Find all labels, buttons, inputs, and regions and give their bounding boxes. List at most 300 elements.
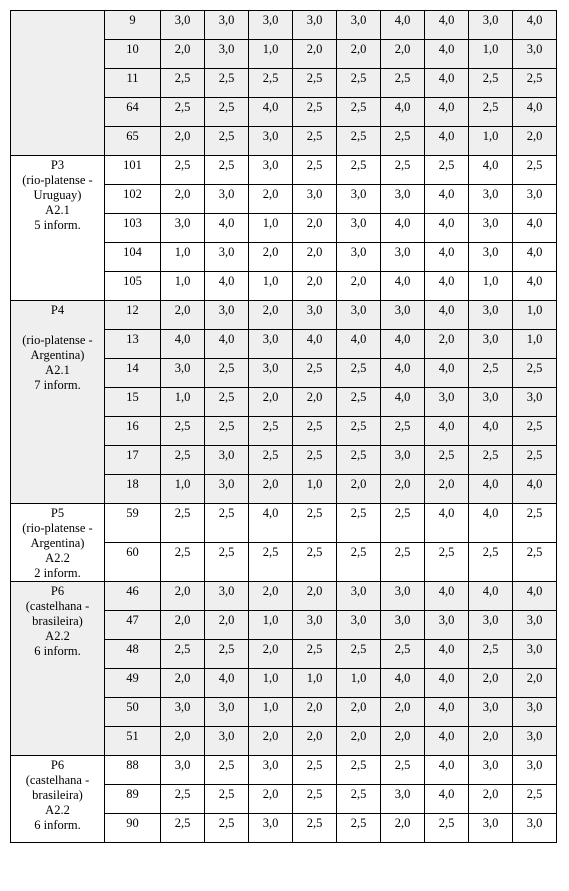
group-label-line: A2.1 [45,363,70,377]
score-cell: 2,5 [293,504,337,543]
score-cell: 2,5 [469,446,513,475]
score-cell: 2,5 [293,359,337,388]
score-cell: 3,0 [161,756,205,785]
row-number-cell: 18 [105,475,161,504]
score-cell: 2,0 [161,582,205,611]
score-cell: 3,0 [513,727,557,756]
score-cell: 2,5 [469,640,513,669]
score-cell: 4,0 [205,669,249,698]
score-cell: 3,0 [469,185,513,214]
score-cell: 2,0 [161,727,205,756]
table-row [11,301,557,330]
score-cell: 2,5 [337,785,381,814]
score-cell: 3,0 [381,243,425,272]
score-cell: 3,0 [337,185,381,214]
group-label-line: P3 [50,158,65,172]
score-cell: 2,5 [249,417,293,446]
score-cell: 2,0 [469,727,513,756]
score-cell: 2,5 [161,814,205,843]
score-cell: 1,0 [249,40,293,69]
score-cell: 2,5 [293,543,337,582]
score-cell: 3,0 [293,301,337,330]
score-cell: 2,0 [293,727,337,756]
score-cell: 2,5 [381,417,425,446]
score-cell: 4,0 [293,330,337,359]
score-cell: 3,0 [337,611,381,640]
score-cell: 2,0 [469,669,513,698]
score-cell: 3,0 [293,11,337,40]
score-cell: 4,0 [425,504,469,543]
group-label-cell [11,156,105,301]
score-cell: 4,0 [469,582,513,611]
score-cell: 4,0 [425,417,469,446]
score-cell: 4,0 [469,504,513,543]
score-cell: 3,0 [381,301,425,330]
score-cell: 3,0 [161,698,205,727]
row-number-cell: 14 [105,359,161,388]
score-cell: 3,0 [513,698,557,727]
score-cell: 2,0 [381,727,425,756]
score-cell: 4,0 [381,272,425,301]
score-cell: 3,0 [513,40,557,69]
score-cell: 4,0 [425,214,469,243]
score-cell: 2,5 [293,98,337,127]
score-cell: 2,0 [381,40,425,69]
score-cell: 1,0 [513,330,557,359]
score-cell: 2,5 [293,417,337,446]
group-label-line: brasileira) [32,614,83,628]
score-cell: 2,5 [205,127,249,156]
score-cell: 4,0 [425,640,469,669]
group-label-line: 6 inform. [34,818,81,832]
score-cell: 2,5 [337,156,381,185]
score-cell: 2,5 [337,69,381,98]
score-cell: 2,5 [205,98,249,127]
score-cell: 4,0 [425,243,469,272]
score-cell: 3,0 [205,301,249,330]
score-cell: 4,0 [381,669,425,698]
score-cell: 2,5 [337,359,381,388]
score-cell: 2,5 [293,446,337,475]
row-number-cell: 51 [105,727,161,756]
score-cell: 4,0 [425,40,469,69]
score-cell: 2,5 [381,756,425,785]
score-cell: 2,5 [381,543,425,582]
score-cell: 3,0 [513,185,557,214]
group-label-line: A2.1 [45,203,70,217]
score-cell: 2,0 [161,40,205,69]
score-cell: 4,0 [381,98,425,127]
row-number-cell: 16 [105,417,161,446]
score-cell: 2,0 [293,698,337,727]
row-number-cell: 105 [105,272,161,301]
score-cell: 4,0 [469,156,513,185]
score-cell: 2,0 [249,475,293,504]
score-cell: 3,0 [513,611,557,640]
score-cell: 2,5 [513,543,557,582]
score-cell: 2,5 [205,359,249,388]
score-cell: 1,0 [161,243,205,272]
score-cell: 2,0 [513,127,557,156]
score-cell: 4,0 [425,582,469,611]
score-cell: 4,0 [425,98,469,127]
score-cell: 3,0 [205,727,249,756]
score-cell: 1,0 [249,611,293,640]
score-cell: 3,0 [293,185,337,214]
score-cell: 4,0 [513,243,557,272]
score-cell: 3,0 [381,582,425,611]
score-cell: 2,5 [161,785,205,814]
score-cell: 2,0 [249,301,293,330]
score-cell: 3,0 [469,698,513,727]
score-cell: 2,0 [249,640,293,669]
score-cell: 2,0 [293,243,337,272]
score-cell: 3,0 [425,388,469,417]
score-cell: 4,0 [425,272,469,301]
row-number-cell: 10 [105,40,161,69]
score-cell: 2,0 [249,185,293,214]
score-cell: 2,5 [337,127,381,156]
group-label-line: P5 [50,506,65,520]
score-cell: 4,0 [469,475,513,504]
row-number-cell: 64 [105,98,161,127]
group-label-line: (castelhana - [25,773,90,787]
table-row [11,582,557,611]
scores-table [10,10,557,843]
row-number-cell: 46 [105,582,161,611]
score-cell: 1,0 [513,301,557,330]
group-label-line: brasileira) [32,788,83,802]
score-cell: 2,5 [161,446,205,475]
score-cell: 1,0 [469,40,513,69]
score-cell: 4,0 [425,698,469,727]
group-label-line: 5 inform. [34,218,81,232]
score-cell: 2,0 [249,727,293,756]
score-cell: 3,0 [161,214,205,243]
group-label-line: (rio-platense - [22,521,93,535]
row-number-cell: 9 [105,11,161,40]
score-cell: 2,5 [425,543,469,582]
score-cell: 3,0 [249,814,293,843]
score-cell: 3,0 [249,330,293,359]
score-cell: 3,0 [249,359,293,388]
score-cell: 3,0 [469,214,513,243]
score-cell: 3,0 [205,582,249,611]
score-cell: 2,0 [337,272,381,301]
score-cell: 2,5 [205,756,249,785]
score-cell: 2,0 [161,611,205,640]
row-number-cell: 17 [105,446,161,475]
score-cell: 2,5 [205,417,249,446]
score-cell: 4,0 [381,388,425,417]
score-cell: 3,0 [161,11,205,40]
score-cell: 1,0 [161,475,205,504]
score-cell: 4,0 [425,669,469,698]
score-cell: 1,0 [293,669,337,698]
group-label-line: Argentina) [30,536,85,550]
row-number-cell: 88 [105,756,161,785]
score-cell: 3,0 [469,243,513,272]
score-cell: 1,0 [161,388,205,417]
group-label-line: (rio-platense - [22,173,93,187]
score-cell: 4,0 [381,359,425,388]
score-cell: 3,0 [513,388,557,417]
score-cell: 2,0 [293,214,337,243]
score-cell: 3,0 [205,185,249,214]
score-cell: 2,0 [337,475,381,504]
score-cell: 2,0 [337,40,381,69]
score-cell: 1,0 [469,127,513,156]
group-label-line: A2.2 [45,803,70,817]
score-cell: 3,0 [469,301,513,330]
score-cell: 4,0 [249,504,293,543]
score-cell: 3,0 [425,611,469,640]
score-cell: 2,5 [469,543,513,582]
score-cell: 3,0 [337,243,381,272]
score-cell: 2,0 [161,185,205,214]
score-cell: 2,0 [469,785,513,814]
group-label-line: (rio-platense - [22,333,93,347]
score-cell: 2,5 [381,156,425,185]
score-cell: 3,0 [205,698,249,727]
group-label-line [13,318,102,333]
score-cell: 2,5 [293,156,337,185]
score-cell: 3,0 [381,785,425,814]
score-cell: 2,5 [337,388,381,417]
score-cell: 3,0 [381,446,425,475]
score-cell: 4,0 [337,330,381,359]
score-cell: 3,0 [469,814,513,843]
group-label-line: P6 [50,584,65,598]
score-cell: 2,5 [469,359,513,388]
score-cell: 2,0 [337,727,381,756]
score-cell: 2,5 [249,446,293,475]
score-cell: 2,0 [293,582,337,611]
score-cell: 4,0 [205,330,249,359]
score-cell: 2,5 [337,814,381,843]
score-cell: 1,0 [249,669,293,698]
score-cell: 4,0 [513,272,557,301]
score-cell: 3,0 [249,156,293,185]
score-cell: 4,0 [425,127,469,156]
score-cell: 2,5 [337,756,381,785]
score-cell: 2,5 [425,814,469,843]
score-cell: 2,5 [293,69,337,98]
row-number-cell: 49 [105,669,161,698]
score-cell: 4,0 [381,330,425,359]
score-cell: 2,5 [205,640,249,669]
score-cell: 3,0 [337,582,381,611]
score-cell: 3,0 [293,611,337,640]
score-cell: 3,0 [249,127,293,156]
score-cell: 2,5 [337,504,381,543]
table-row [11,11,557,40]
score-cell: 4,0 [381,214,425,243]
score-cell: 4,0 [381,11,425,40]
row-number-cell: 48 [105,640,161,669]
score-cell: 2,0 [293,388,337,417]
group-label-line: 6 inform. [34,644,81,658]
row-number-cell: 90 [105,814,161,843]
group-label-line: 7 inform. [34,378,81,392]
score-cell: 2,5 [513,417,557,446]
score-cell: 3,0 [205,11,249,40]
score-cell: 4,0 [513,214,557,243]
score-cell: 4,0 [513,475,557,504]
score-cell: 2,5 [513,785,557,814]
score-cell: 4,0 [425,727,469,756]
score-cell: 2,0 [425,330,469,359]
score-cell: 4,0 [425,359,469,388]
score-cell: 2,5 [205,156,249,185]
row-number-cell: 89 [105,785,161,814]
group-label-cell [11,582,105,756]
score-cell: 1,0 [337,669,381,698]
score-cell: 2,5 [161,640,205,669]
row-number-cell: 13 [105,330,161,359]
score-cell: 4,0 [513,582,557,611]
score-cell: 4,0 [425,185,469,214]
score-cell: 2,5 [249,543,293,582]
row-number-cell: 104 [105,243,161,272]
score-cell: 2,0 [381,475,425,504]
group-label-line: 2 inform. [34,566,81,580]
score-cell: 2,5 [161,504,205,543]
group-label-line: A2.2 [45,629,70,643]
score-cell: 2,5 [161,69,205,98]
score-cell: 3,0 [469,756,513,785]
score-cell: 3,0 [337,11,381,40]
group-label-cell [11,301,105,504]
row-number-cell: 12 [105,301,161,330]
score-cell: 2,5 [161,417,205,446]
score-cell: 2,5 [293,756,337,785]
score-cell: 2,5 [337,640,381,669]
score-cell: 2,5 [381,640,425,669]
score-cell: 2,0 [293,40,337,69]
score-cell: 2,0 [337,698,381,727]
score-cell: 2,5 [337,417,381,446]
row-number-cell: 65 [105,127,161,156]
score-cell: 2,0 [381,814,425,843]
score-cell: 2,5 [293,640,337,669]
row-number-cell: 102 [105,185,161,214]
score-cell: 2,0 [249,582,293,611]
group-label-cell [11,504,105,582]
score-cell: 3,0 [205,40,249,69]
score-cell: 2,5 [337,543,381,582]
score-cell: 3,0 [513,756,557,785]
score-cell: 3,0 [249,11,293,40]
group-label-line: P4 [50,303,65,317]
row-number-cell: 11 [105,69,161,98]
score-cell: 4,0 [249,98,293,127]
row-number-cell: 50 [105,698,161,727]
score-cell: 1,0 [293,475,337,504]
score-cell: 2,5 [205,504,249,543]
score-cell: 2,5 [513,446,557,475]
score-cell: 2,0 [249,388,293,417]
score-cell: 1,0 [249,272,293,301]
table-row [11,504,557,543]
score-cell: 2,5 [337,446,381,475]
score-cell: 3,0 [337,301,381,330]
score-cell: 4,0 [161,330,205,359]
score-cell: 1,0 [161,272,205,301]
score-cell: 1,0 [469,272,513,301]
score-cell: 2,5 [205,543,249,582]
score-cell: 2,5 [249,69,293,98]
row-number-cell: 15 [105,388,161,417]
score-cell: 2,5 [293,814,337,843]
score-cell: 2,5 [161,156,205,185]
table-row [11,756,557,785]
score-cell: 2,0 [205,611,249,640]
score-cell: 2,0 [161,669,205,698]
score-cell: 2,5 [293,785,337,814]
score-cell: 2,5 [425,156,469,185]
score-cell: 2,0 [249,785,293,814]
score-cell: 3,0 [381,611,425,640]
score-cell: 3,0 [513,814,557,843]
row-number-cell: 103 [105,214,161,243]
score-cell: 3,0 [249,756,293,785]
score-cell: 2,5 [161,543,205,582]
score-cell: 2,0 [513,669,557,698]
score-cell: 2,5 [513,156,557,185]
score-cell: 3,0 [205,446,249,475]
score-cell: 2,5 [381,127,425,156]
group-label-cell [11,11,105,156]
score-cell: 4,0 [425,11,469,40]
score-cell: 3,0 [337,214,381,243]
score-cell: 4,0 [425,69,469,98]
score-cell: 3,0 [469,388,513,417]
score-cell: 2,5 [381,69,425,98]
score-cell: 4,0 [205,214,249,243]
row-number-cell: 101 [105,156,161,185]
table-row [11,156,557,185]
score-cell: 2,5 [425,446,469,475]
table-body [11,11,557,843]
score-cell: 2,5 [513,69,557,98]
score-cell: 2,0 [161,301,205,330]
score-cell: 3,0 [205,475,249,504]
score-cell: 1,0 [249,214,293,243]
score-cell: 4,0 [469,417,513,446]
score-cell: 2,5 [161,98,205,127]
score-cell: 2,5 [293,127,337,156]
score-cell: 3,0 [469,11,513,40]
score-cell: 2,0 [249,243,293,272]
score-cell: 4,0 [205,272,249,301]
score-cell: 3,0 [161,359,205,388]
score-cell: 2,0 [293,272,337,301]
score-cell: 2,5 [513,359,557,388]
score-cell: 2,5 [513,504,557,543]
group-label-cell [11,756,105,843]
group-label-line: A2.2 [45,551,70,565]
group-label-line: P6 [50,758,65,772]
score-cell: 4,0 [425,756,469,785]
group-label-line: (castelhana - [25,599,90,613]
score-cell: 4,0 [513,11,557,40]
score-cell: 2,0 [425,475,469,504]
score-cell: 4,0 [425,301,469,330]
score-cell: 2,5 [205,814,249,843]
score-cell: 4,0 [425,785,469,814]
score-cell: 3,0 [205,243,249,272]
